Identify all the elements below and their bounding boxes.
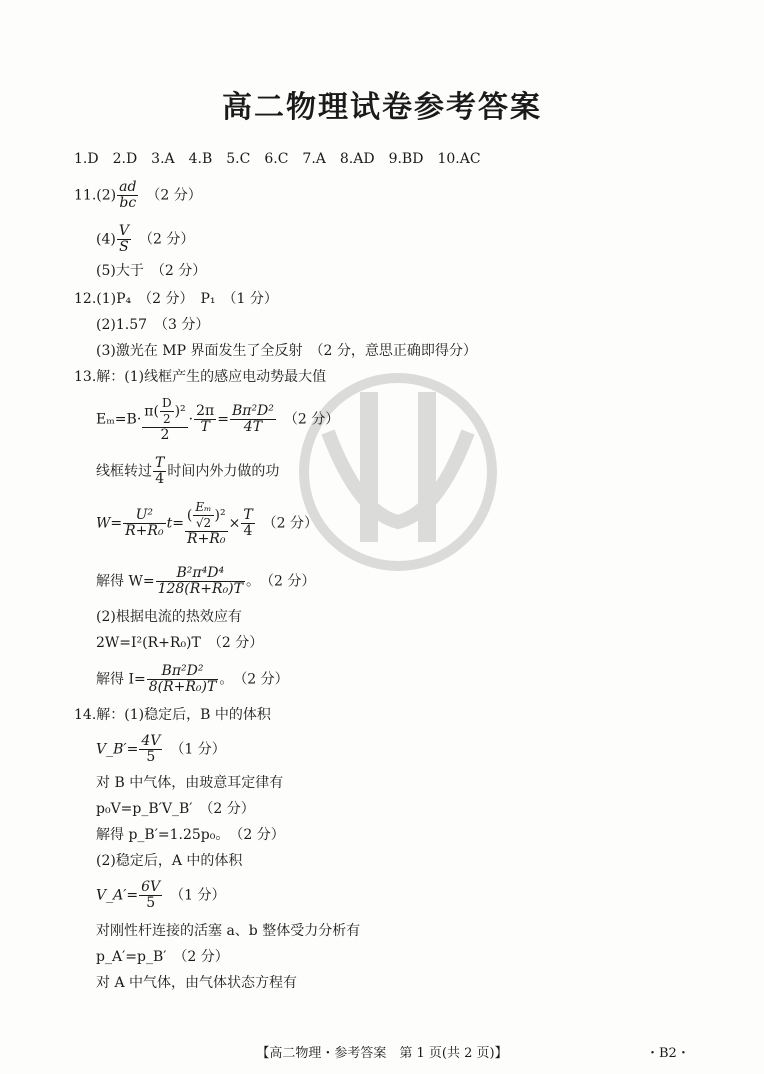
q14-line6: p_A′=p_B′ （2 分） [96, 949, 229, 965]
q13-part2-equation: 2W=I²(R+R₀)T （2 分） [96, 635, 264, 651]
q14-vb-equation: V_B′= $\frac{4V}{5}$ （1 分） [96, 733, 226, 765]
q13-intro: 13.解：(1)线框产生的感应电动势最大值 [74, 369, 327, 385]
page-title: 高二物理试卷参考答案 [222, 90, 542, 125]
q11-part4: (4) $\frac{V}{S}$ （2 分） [96, 223, 195, 255]
page-footer: 【高二物理・参考答案 第 1 页(共 2 页)】 [256, 1046, 508, 1061]
q14-va-equation: V_A′= $\frac{6V}{5}$ （1 分） [96, 879, 226, 911]
q14-line5: 对刚性杆连接的活塞 a、b 整体受力分析有 [96, 923, 361, 939]
q13-work-equation: W= $\frac{\text{U²}}{\text{R+R₀}}$ t= ( $\frac{\text{Eₘ}}{√2}$ )² R+R₀ × $\frac{T}{4}$ （2 分） [96, 500, 319, 547]
q13-work-intro: 线框转过 $\frac{T}{4}$ 时间内外力做的功 [96, 455, 280, 487]
q11-part5: (5)大于 （2 分） [96, 263, 207, 279]
q14-line7: 对 A 中气体，由气体状态方程有 [96, 975, 298, 991]
q13-current-solution: 解得 I= $\frac{\text{Bπ²D²}}{\text{8(R+R₀)T}}$ 。 （2 分） [96, 663, 289, 695]
q14-line2: p₀V=p_B′V_B′ （2 分） [96, 801, 255, 817]
q14-line4: (2)稳定后，A 中的体积 [96, 853, 243, 869]
q13-work-solution: 解得 W= $\frac{\text{B²π⁴D⁴}}{\text{128(R+R₀)T}}$ 。 （2 分） [96, 565, 316, 597]
q14-line1: 对 B 中气体，由玻意耳定律有 [96, 775, 284, 791]
q12-part2: (2)1.57 （3 分） [96, 317, 210, 333]
q11-part2: 11.(2) $\frac{ad}{bc}$ （2 分） [74, 179, 202, 211]
q12-part1: 12.(1)P₄ （2 分） P₁ （1 分） [74, 291, 278, 307]
mc-answers: 1.D 2.D 3.A 4.B 5.C 6.C 7.A 8.AD 9.BD 10.AC [74, 151, 481, 167]
q12-part3: (3)激光在 MP 界面发生了全反射 （2 分，意思正确即得分） [96, 343, 477, 359]
page-code: ・B2・ [646, 1046, 690, 1061]
q14-intro: 14.解：(1)稳定后，B 中的体积 [74, 707, 271, 723]
q14-line3: 解得 p_B′=1.25p₀。 （2 分） [96, 827, 285, 843]
q13-part2-intro: (2)根据电流的热效应有 [96, 609, 242, 625]
q13-em-equation: Eₘ=B· π( $\frac{D}{2}$ )² 2 · $\frac{2\pi}{T}$ = $\frac{\text{Bπ²D²}}{4T}$ （2 分） [96, 396, 340, 443]
